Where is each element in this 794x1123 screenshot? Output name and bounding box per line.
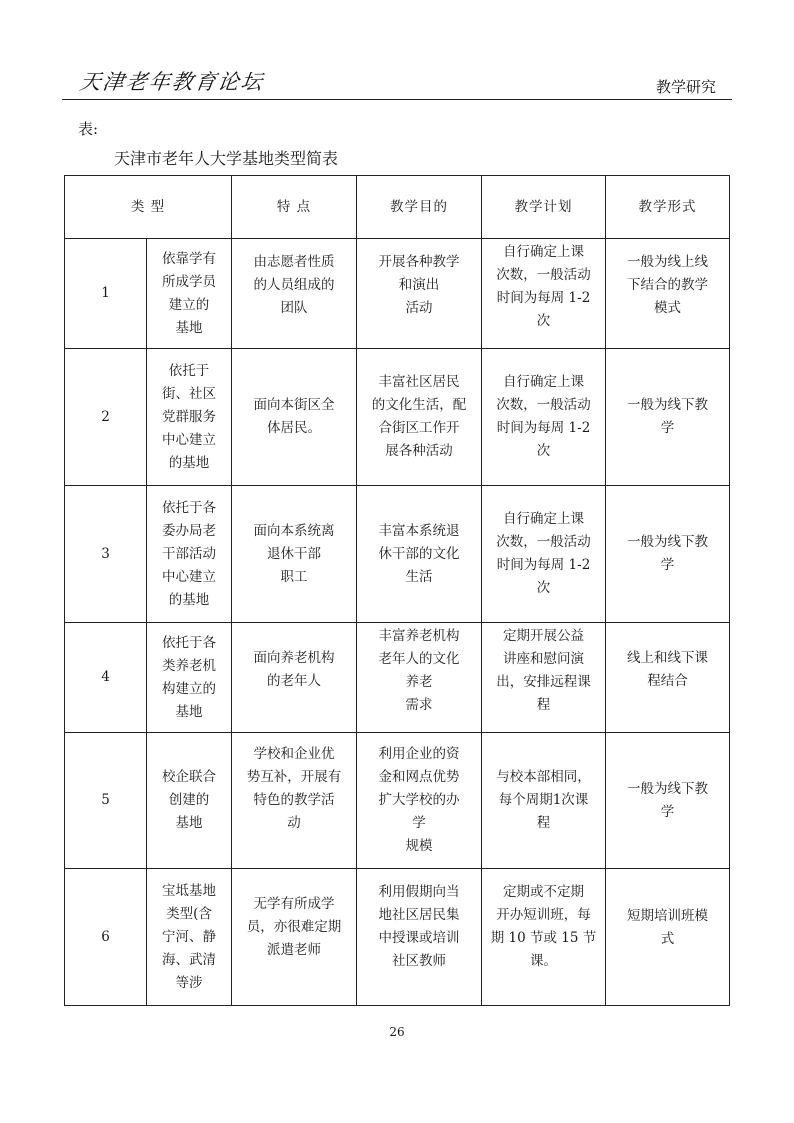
feature-cell: 面向本系统离 退休干部 职工 [232,486,357,623]
goal-cell: 开展各种教学 和演出 活动 [357,239,482,349]
row-number: 5 [65,733,147,869]
header-feature: 特 点 [232,176,357,239]
header-type: 类 型 [65,176,232,239]
table-row [65,239,730,349]
base-type-cell: 依靠学有 所成学员 建立的 基地 [147,239,232,349]
base-type-cell: 依托于各 委办局老 干部活动 中心建立 的基地 [147,486,232,623]
feature-cell: 由志愿者性质 的人员组成的 团队 [232,239,357,349]
plan-cell: 自行确定上课 次数，一般活动 时间为每周 1-2 次 [482,239,606,349]
feature-cell: 无学有所成学 员，亦很难定期 派遣老师 [232,869,357,1006]
feature-cell: 学校和企业优 势互补，开展有 特色的教学活 动 [232,733,357,869]
goal-cell: 利用企业的资 金和网点优势 扩大学校的办 学 规模 [357,733,482,869]
table-header-row [65,176,730,239]
section-label: 教学研究 [655,78,716,96]
base-type-cell: 依托于各 类养老机 构建立的 基地 [147,623,232,733]
form-cell: 一般为线下教 学 [606,733,730,869]
feature-cell: 面向养老机构 的老年人 [232,623,357,733]
row-number: 3 [65,486,147,623]
base-type-cell: 宝坻基地 类型(含 宁河、静 海、武清 等涉 [147,869,232,1006]
plan-cell: 自行确定上课 次数，一般活动 时间为每周 1-2 次 [482,349,606,486]
header-goal: 教学目的 [357,176,482,239]
base-type-cell: 校企联合 创建的 基地 [147,733,232,869]
row-number: 1 [65,239,147,349]
form-cell: 短期培训班模 式 [606,869,730,1006]
table-row [65,623,730,733]
plan-cell: 自行确定上课 次数，一般活动 时间为每周 1-2 次 [482,486,606,623]
table-intro: 表: [78,120,99,138]
base-type-cell: 依托于 街、社区 党群服务 中心建立 的基地 [147,349,232,486]
goal-cell: 丰富本系统退 休干部的文化 生活 [357,486,482,623]
goal-cell: 丰富养老机构 老年人的文化 养老 需求 [357,623,482,733]
row-number: 4 [65,623,147,733]
goal-cell: 丰富社区居民 的文化生活，配 合街区工作开 展各种活动 [357,349,482,486]
base-types-table [64,175,730,1006]
journal-logo: 天津老年教育论坛 [78,70,266,94]
header-divider [62,99,732,100]
plan-cell: 与校本部相同， 每个周期1次课 程 [482,733,606,869]
plan-cell: 定期开展公益 讲座和慰问演 出，安排远程课 程 [482,623,606,733]
table-row [65,349,730,486]
table-row [65,869,730,1006]
table-row [65,486,730,623]
table-row [65,733,730,869]
form-cell: 线上和线下课 程结合 [606,623,730,733]
plan-cell: 定期或不定期 开办短训班，每 期 10 节或 15 节 课。 [482,869,606,1006]
row-number: 2 [65,349,147,486]
table-caption: 天津市老年人大学基地类型简表 [114,149,339,168]
feature-cell: 面向本街区全 体居民。 [232,349,357,486]
form-cell: 一般为线下教 学 [606,486,730,623]
form-cell: 一般为线上线 下结合的教学 模式 [606,239,730,349]
header-form: 教学形式 [606,176,730,239]
row-number: 6 [65,869,147,1006]
header-plan: 教学计划 [482,176,606,239]
page-number: 26 [389,1025,405,1039]
goal-cell: 利用假期向当 地社区居民集 中授课或培训 社区教师 [357,869,482,1006]
form-cell: 一般为线下教 学 [606,349,730,486]
